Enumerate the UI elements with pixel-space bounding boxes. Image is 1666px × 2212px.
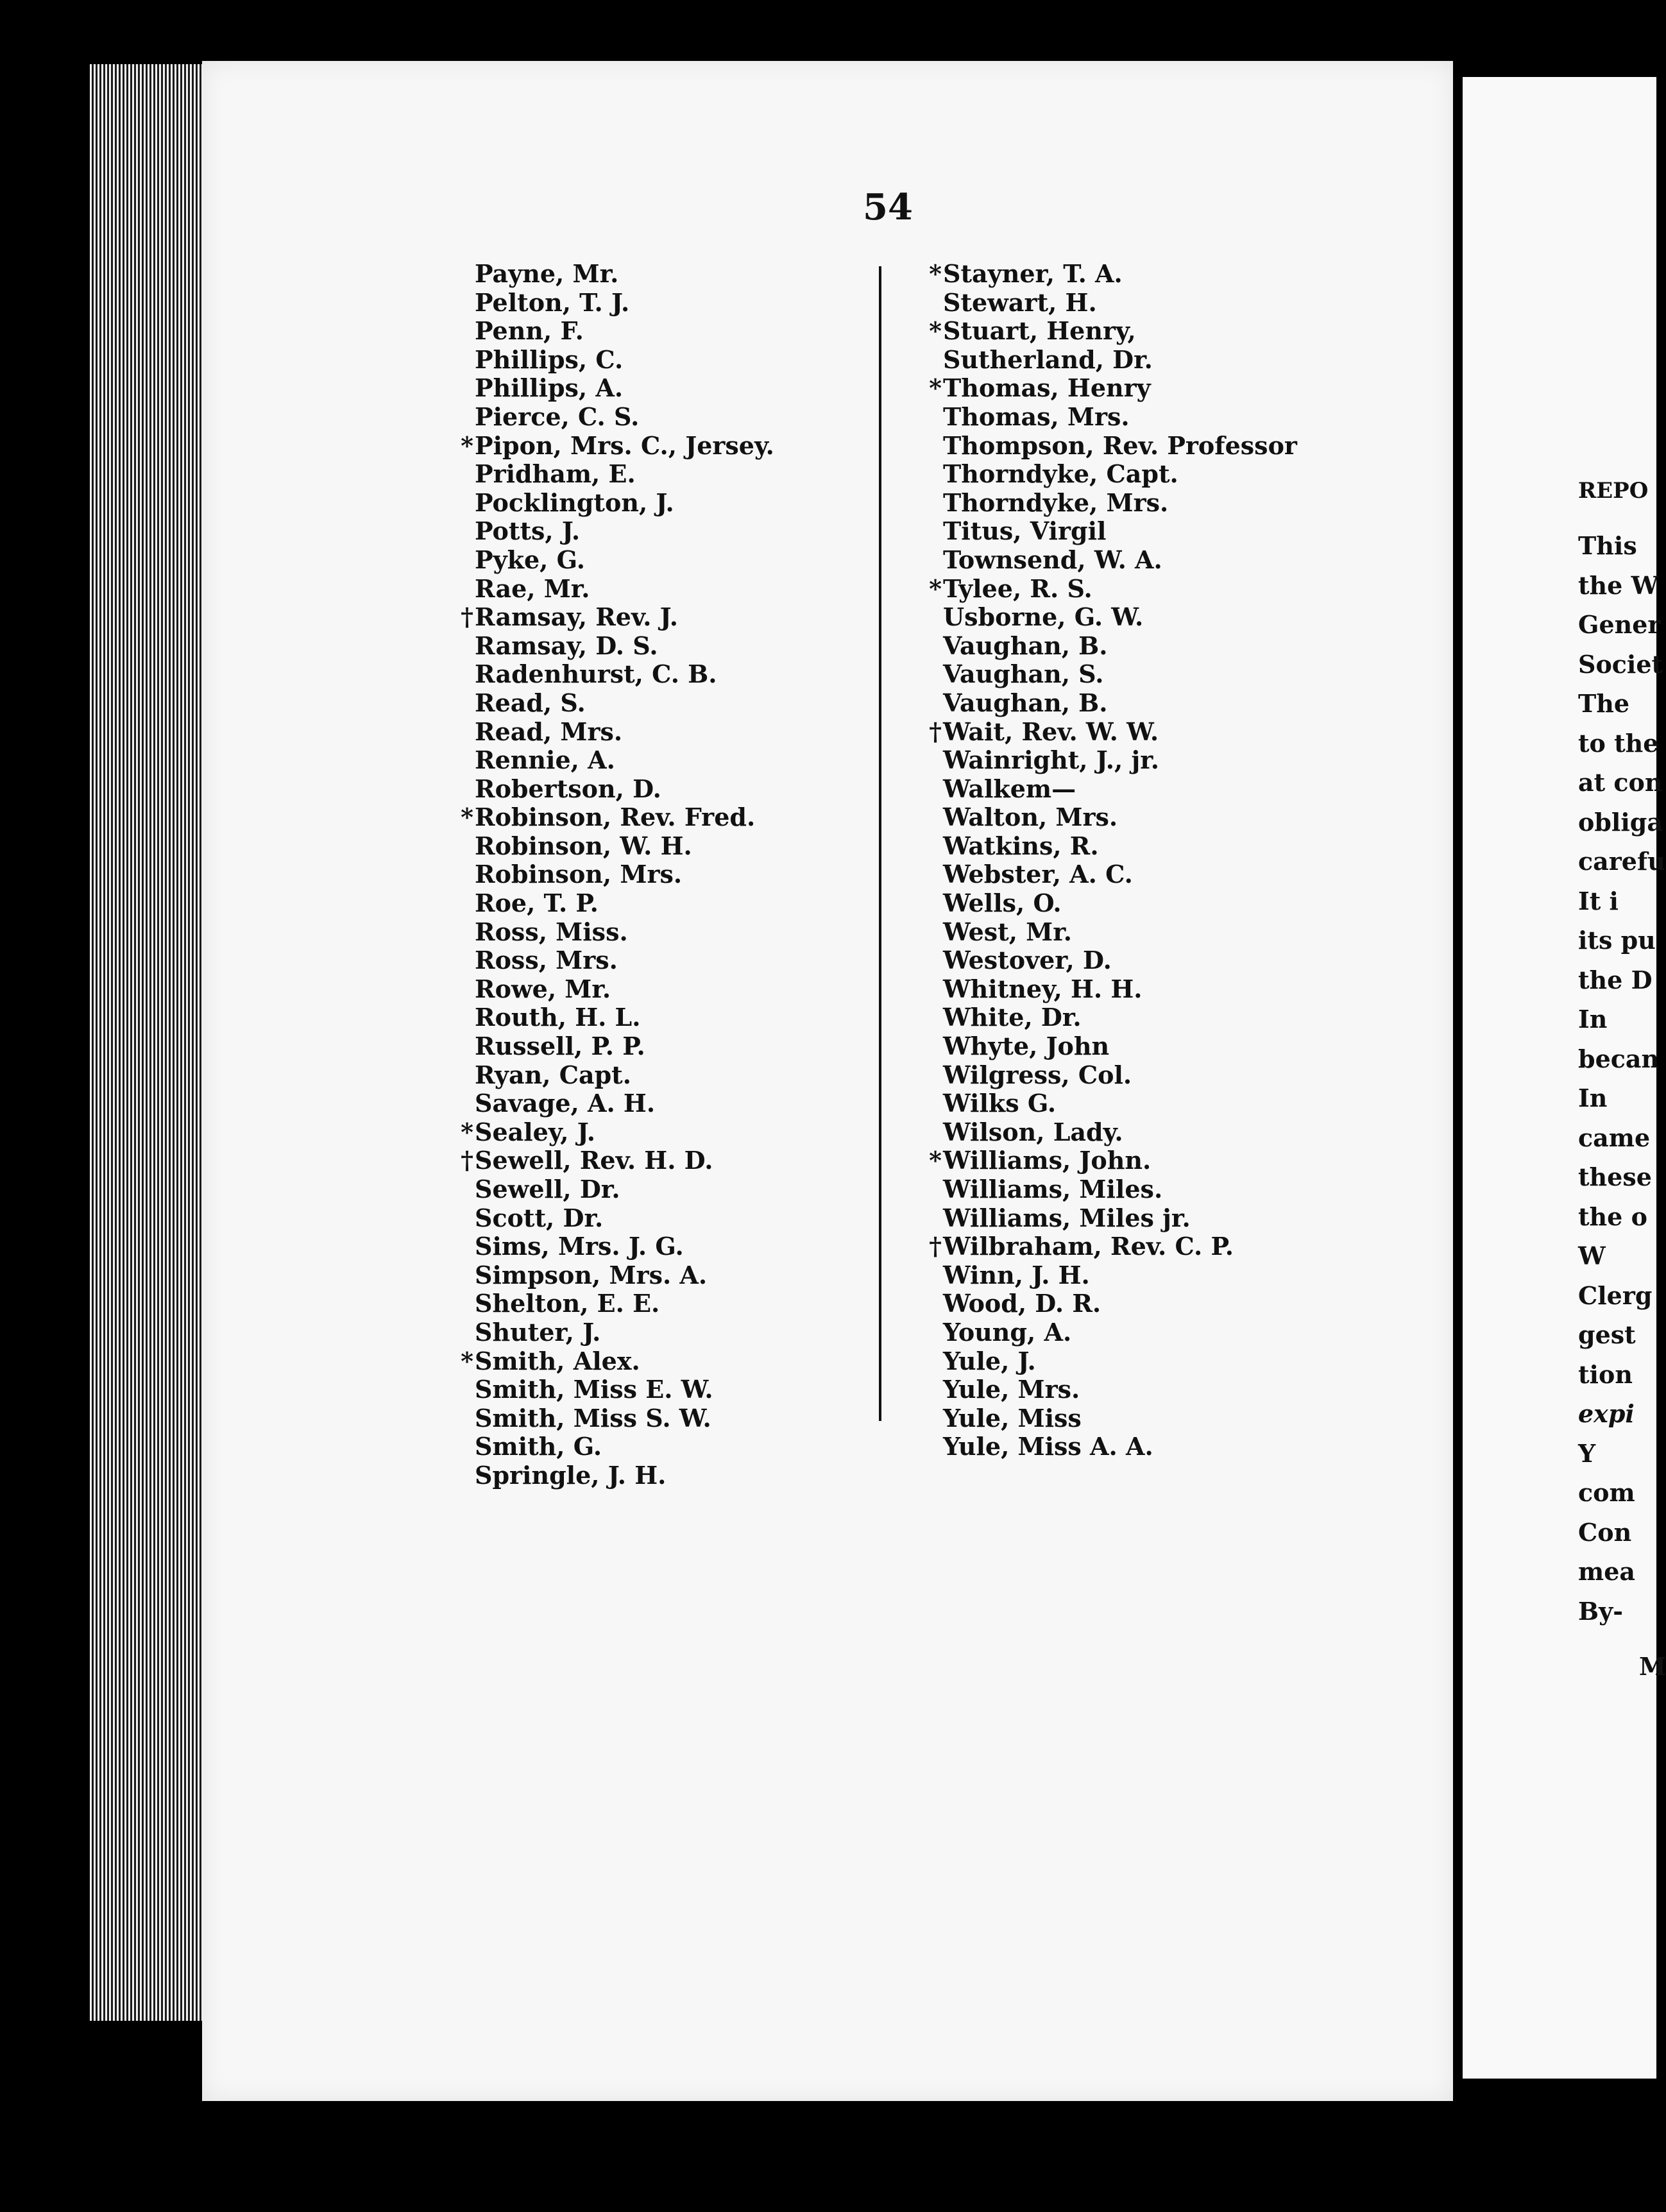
entry-name: Shelton, E. E. <box>475 1289 660 1318</box>
entry-name: Ramsay, Rev. J. <box>475 602 678 632</box>
entry-name: Payne, Mr. <box>475 259 619 288</box>
list-item <box>943 346 1297 375</box>
list-item <box>475 346 774 375</box>
entry-name: Wait, Rev. W. W. <box>943 717 1159 746</box>
entry-name: Radenhurst, C. B. <box>475 659 717 689</box>
entry-name: Roe, T. P. <box>475 889 599 918</box>
entry-mark: * <box>929 1146 942 1175</box>
list-item <box>943 603 1297 632</box>
list-item <box>943 1003 1297 1032</box>
list-item <box>475 918 774 947</box>
list-item <box>943 889 1297 918</box>
entry-name: Yule, Miss A. A. <box>943 1432 1153 1461</box>
list-item <box>943 1175 1297 1204</box>
entry-name: Phillips, A. <box>475 373 624 403</box>
list-item <box>461 430 774 461</box>
entry-name: Smith, Miss S. W. <box>475 1403 711 1433</box>
list-item <box>475 374 774 403</box>
entry-name: Ross, Mrs. <box>475 946 618 975</box>
list-item <box>943 546 1297 575</box>
list-item <box>943 775 1297 804</box>
entry-name: Webster, A. C. <box>943 860 1133 889</box>
right-page-line: at con <box>1578 768 1663 797</box>
right-page-line: Y <box>1578 1438 1596 1468</box>
entry-name: Wilson, Lady. <box>943 1117 1123 1146</box>
entry-mark: * <box>461 1117 473 1146</box>
entry-mark: * <box>929 259 942 288</box>
entry-name: Walton, Mrs. <box>943 803 1118 832</box>
entry-name: Savage, A. H. <box>475 1089 656 1118</box>
entry-name: Thorndyke, Mrs. <box>943 488 1169 517</box>
entry-name: Robinson, W. H. <box>475 831 692 860</box>
entry-name: Rennie, A. <box>475 745 615 775</box>
list-item <box>475 746 774 775</box>
list-item <box>929 717 1297 747</box>
entry-name: Stewart, H. <box>943 287 1097 317</box>
entry-name: Springle, J. H. <box>475 1460 667 1490</box>
entry-name: Williams, Miles. <box>943 1175 1163 1204</box>
name-column-right <box>929 259 1297 1461</box>
entry-name: Yule, J. <box>943 1346 1036 1375</box>
list-item <box>943 1032 1297 1061</box>
right-page-line: gest <box>1578 1320 1636 1349</box>
entry-name: White, Dr. <box>943 1003 1082 1032</box>
entry-name: Routh, H. L. <box>475 1003 641 1032</box>
list-item <box>475 1003 774 1032</box>
right-page-line: the o <box>1578 1202 1647 1231</box>
entry-name: Wood, D. R. <box>943 1289 1101 1318</box>
list-item <box>943 689 1297 718</box>
entry-mark: * <box>461 1346 473 1375</box>
entry-name: Yule, Miss <box>943 1403 1082 1433</box>
book-spine <box>90 64 205 2021</box>
right-page-text <box>1578 526 1665 1631</box>
right-page-line: mea <box>1578 1557 1636 1586</box>
right-page-line: Con <box>1578 1517 1632 1547</box>
list-item <box>461 1346 774 1376</box>
list-item <box>475 1433 774 1461</box>
entry-name: Robinson, Rev. Fred. <box>475 803 756 832</box>
entry-name: Pocklington, J. <box>475 488 674 517</box>
entry-mark: * <box>929 373 942 403</box>
list-item <box>929 373 1297 403</box>
right-page-line: the D <box>1578 965 1653 994</box>
list-item <box>943 1433 1297 1461</box>
list-item <box>943 632 1297 661</box>
entry-mark: † <box>461 1146 473 1175</box>
list-item <box>943 1347 1297 1376</box>
entry-name: Shuter, J. <box>475 1317 601 1347</box>
right-page-line: By- <box>1578 1596 1623 1626</box>
entry-name: Ross, Miss. <box>475 917 628 946</box>
list-item <box>943 1204 1297 1233</box>
list-item <box>943 460 1297 489</box>
entry-name: Vaughan, S. <box>943 659 1104 689</box>
list-item <box>475 1232 774 1261</box>
entry-name: Thomas, Mrs. <box>943 402 1130 431</box>
list-item <box>475 889 774 918</box>
entry-name: Stuart, Henry, <box>943 316 1136 346</box>
entry-name: Winn, J. H. <box>943 1260 1090 1289</box>
entry-name: Penn, F. <box>475 316 584 346</box>
name-column-left <box>461 259 774 1490</box>
entry-name: Wainright, J., jr. <box>943 745 1159 775</box>
right-page-line: expi <box>1578 1399 1635 1428</box>
list-item <box>943 975 1297 1004</box>
entry-name: West, Mr. <box>943 917 1072 946</box>
entry-name: Ramsay, D. S. <box>475 631 658 660</box>
list-item <box>475 1289 774 1318</box>
list-item <box>943 1318 1297 1347</box>
right-page-line: This <box>1578 531 1637 560</box>
right-page-line: these <box>1578 1162 1652 1191</box>
list-item <box>943 1375 1297 1404</box>
entry-name: Whyte, John <box>943 1032 1110 1061</box>
entry-name: Pelton, T. J. <box>475 287 630 317</box>
entry-name: Phillips, C. <box>475 345 624 374</box>
list-item <box>475 946 774 975</box>
list-item <box>475 1204 774 1233</box>
list-item <box>943 1404 1297 1433</box>
right-page-line: In <box>1578 1084 1608 1112</box>
right-page-line: tion <box>1578 1359 1633 1389</box>
entry-name: Thorndyke, Capt. <box>943 459 1178 489</box>
list-item <box>475 1461 774 1490</box>
entry-name: Robinson, Mrs. <box>475 860 683 889</box>
list-item <box>943 860 1297 889</box>
entry-name: Sims, Mrs. J. G. <box>475 1232 684 1261</box>
entry-name: Sutherland, Dr. <box>943 345 1153 374</box>
list-item <box>461 1146 774 1175</box>
list-item <box>475 517 774 546</box>
list-item <box>929 1232 1297 1261</box>
right-page-line: The <box>1578 689 1630 718</box>
list-item <box>475 775 774 804</box>
entry-mark: † <box>461 602 473 632</box>
list-item <box>943 918 1297 947</box>
list-item <box>475 1089 774 1118</box>
list-item <box>943 832 1297 861</box>
page-number: 54 <box>863 186 913 228</box>
entry-mark: * <box>929 574 942 603</box>
right-page-line: Societ <box>1578 649 1663 679</box>
list-item <box>929 316 1297 346</box>
list-item <box>475 1061 774 1090</box>
entry-name: Young, A. <box>943 1317 1072 1347</box>
entry-name: Wilbraham, Rev. C. P. <box>943 1232 1234 1261</box>
list-item <box>475 1318 774 1347</box>
list-item <box>943 1061 1297 1090</box>
right-page-line: to the <box>1578 728 1659 758</box>
right-page-line: carefu <box>1578 847 1665 876</box>
entry-name: Smith, Alex. <box>475 1346 640 1375</box>
list-item <box>475 1032 774 1061</box>
entry-name: Robertson, D. <box>475 774 661 803</box>
right-page-line: Clerg <box>1578 1280 1653 1310</box>
right-page-bottom-letter: M <box>1639 1652 1666 1681</box>
entry-name: Usborne, G. W. <box>943 602 1144 632</box>
list-item <box>475 1375 774 1404</box>
entry-name: Scott, Dr. <box>475 1203 604 1232</box>
entry-mark: * <box>461 430 473 460</box>
entry-name: Whitney, H. H. <box>943 974 1143 1003</box>
list-item <box>475 546 774 575</box>
entry-name: Smith, G. <box>475 1432 602 1461</box>
entry-name: Williams, John. <box>943 1146 1152 1175</box>
entry-name: Sewell, Rev. H. D. <box>475 1146 713 1175</box>
entry-name: Williams, Miles jr. <box>943 1203 1191 1232</box>
right-page-line: com <box>1578 1478 1635 1507</box>
entry-name: Wilks G. <box>943 1089 1057 1118</box>
list-item <box>475 1175 774 1204</box>
right-page-line: its pu <box>1578 926 1656 955</box>
entry-name: Rowe, Mr. <box>475 974 611 1003</box>
entry-name: Watkins, R. <box>943 831 1099 860</box>
entry-name: Walkem— <box>943 774 1076 803</box>
entry-name: Read, S. <box>475 688 586 717</box>
list-item <box>475 832 774 861</box>
entry-name: Pipon, Mrs. C., Jersey. <box>475 430 774 460</box>
list-item <box>475 403 774 432</box>
entry-name: Tylee, R. S. <box>943 574 1092 603</box>
list-item <box>475 718 774 747</box>
list-item <box>475 1261 774 1290</box>
list-item <box>475 660 774 689</box>
right-page-line: Gener <box>1578 610 1661 639</box>
list-item <box>943 1289 1297 1318</box>
list-item <box>475 1404 774 1433</box>
list-item <box>943 803 1297 832</box>
list-item <box>943 1089 1297 1118</box>
list-item <box>475 460 774 489</box>
list-item <box>929 1146 1297 1175</box>
right-page-line: came <box>1578 1123 1651 1152</box>
entry-name: Titus, Virgil <box>943 516 1107 546</box>
list-item <box>475 575 774 604</box>
entry-name: Ryan, Capt. <box>475 1060 631 1089</box>
column-divider <box>879 266 881 1421</box>
list-item <box>475 689 774 718</box>
list-item <box>943 660 1297 689</box>
entry-name: Westover, D. <box>943 946 1112 975</box>
list-item <box>929 259 1297 289</box>
right-page-line: W <box>1578 1241 1606 1270</box>
entry-name: Pridham, E. <box>475 459 636 489</box>
list-item <box>461 602 774 632</box>
entry-name: Potts, J. <box>475 516 581 546</box>
list-item <box>475 860 774 889</box>
entry-name: Stayner, T. A. <box>943 259 1123 288</box>
list-item <box>943 403 1297 432</box>
list-item <box>943 489 1297 518</box>
entry-name: Pierce, C. S. <box>475 402 640 431</box>
list-item <box>475 975 774 1004</box>
list-item <box>929 574 1297 604</box>
right-page-line: the W <box>1578 570 1659 600</box>
entry-name: Wilgress, Col. <box>943 1060 1132 1089</box>
list-item <box>943 517 1297 546</box>
list-item <box>943 289 1297 318</box>
list-item <box>475 632 774 661</box>
entry-name: Vaughan, B. <box>943 631 1108 660</box>
entry-name: Sealey, J. <box>475 1117 596 1146</box>
list-item <box>943 1118 1297 1147</box>
list-item <box>943 946 1297 975</box>
entry-name: Pyke, G. <box>475 545 585 574</box>
entry-name: Smith, Miss E. W. <box>475 1375 713 1404</box>
entry-name: Russell, P. P. <box>475 1032 645 1061</box>
entry-mark: † <box>929 1232 942 1261</box>
list-item <box>943 746 1297 775</box>
entry-mark: † <box>929 717 942 746</box>
entry-name: Sewell, Dr. <box>475 1175 620 1204</box>
list-item <box>943 432 1297 461</box>
entry-name: Simpson, Mrs. A. <box>475 1260 708 1289</box>
right-page-line: obliga <box>1578 807 1663 837</box>
entry-name: Read, Mrs. <box>475 717 623 746</box>
list-item <box>475 260 774 289</box>
right-page-line: becan <box>1578 1044 1660 1073</box>
entry-name: Rae, Mr. <box>475 574 590 603</box>
entry-name: Thompson, Rev. Professor <box>943 430 1297 460</box>
entry-mark: * <box>929 316 942 346</box>
list-item <box>475 489 774 518</box>
entry-mark: * <box>461 803 473 832</box>
entry-name: Townsend, W. A. <box>943 545 1162 574</box>
list-item <box>475 317 774 346</box>
right-page-line: It i <box>1578 886 1619 915</box>
right-page-heading: REPO <box>1578 478 1649 504</box>
entry-name: Yule, Mrs. <box>943 1375 1080 1404</box>
entry-name: Wells, O. <box>943 889 1062 918</box>
entry-name: Vaughan, B. <box>943 688 1108 717</box>
list-item <box>461 803 774 832</box>
list-item <box>475 289 774 318</box>
list-item <box>461 1117 774 1147</box>
entry-name: Thomas, Henry <box>943 373 1151 403</box>
right-page-line: In <box>1578 1005 1608 1034</box>
list-item <box>943 1261 1297 1290</box>
